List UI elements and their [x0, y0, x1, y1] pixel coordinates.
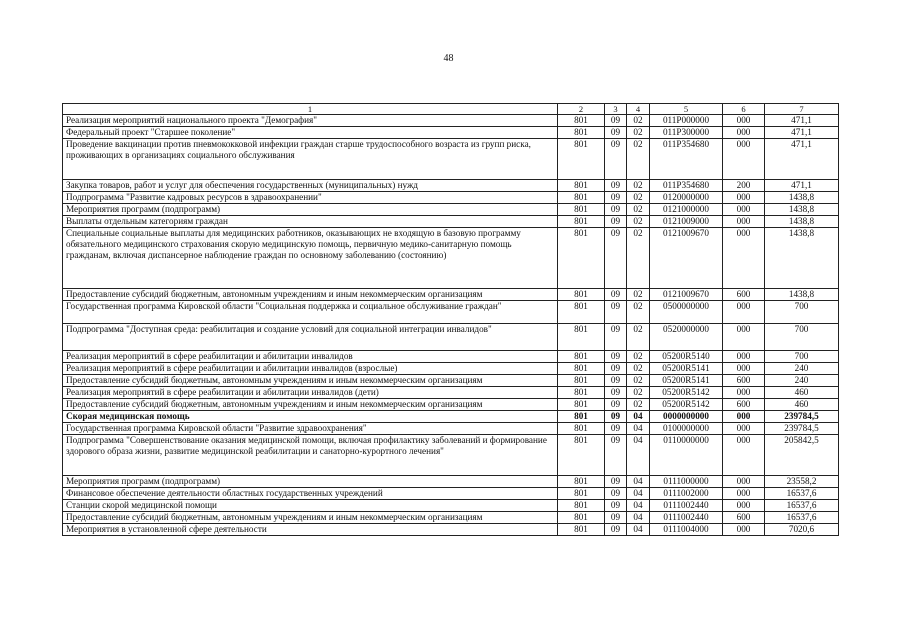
target-article-cell: 0121000000	[650, 204, 723, 216]
target-article-cell: 0121009670	[650, 228, 723, 289]
table-row	[63, 375, 839, 387]
amount-cell: 471,1	[765, 127, 839, 139]
subsection-cell: 02	[627, 127, 650, 139]
table-row	[63, 411, 839, 423]
amount-cell: 23558,2	[765, 476, 839, 488]
expense-type-cell: 000	[723, 115, 765, 127]
code-cell: 801	[558, 387, 605, 399]
table-row	[63, 363, 839, 375]
code-cell: 801	[558, 115, 605, 127]
table-row	[63, 512, 839, 524]
amount-cell: 700	[765, 301, 839, 324]
row-name-cell: Государственная программа Кировской области "Социальная поддержка и социальное обслуживание граждан"	[63, 301, 558, 324]
expense-type-cell: 600	[723, 512, 765, 524]
subsection-cell: 02	[627, 216, 650, 228]
row-name-cell: Мероприятия программ (подпрограмм)	[63, 476, 558, 488]
expense-type-cell: 000	[723, 324, 765, 351]
section-cell: 09	[605, 488, 627, 500]
target-article-cell: 011P300000	[650, 127, 723, 139]
expense-type-cell: 000	[723, 127, 765, 139]
row-name-cell: Предоставление субсидий бюджетным, автономным учреждениям и иным некоммерческим организациям	[63, 375, 558, 387]
amount-cell: 239784,5	[765, 411, 839, 423]
amount-cell: 460	[765, 399, 839, 411]
table-row	[63, 387, 839, 399]
expense-type-cell: 000	[723, 228, 765, 289]
code-cell: 801	[558, 127, 605, 139]
expense-type-cell: 000	[723, 363, 765, 375]
code-cell: 801	[558, 476, 605, 488]
amount-cell: 1438,8	[765, 204, 839, 216]
subsection-cell: 02	[627, 228, 650, 289]
subsection-cell: 02	[627, 180, 650, 192]
table-row	[63, 399, 839, 411]
subsection-cell: 02	[627, 399, 650, 411]
page-number: 48	[443, 53, 454, 64]
table-row	[63, 204, 839, 216]
table-row	[63, 127, 839, 139]
code-cell: 801	[558, 363, 605, 375]
amount-cell: 16537,6	[765, 488, 839, 500]
row-name-cell: Предоставление субсидий бюджетным, автономным учреждениям и иным некоммерческим организациям	[63, 512, 558, 524]
table-body	[63, 115, 839, 536]
column-header: 1	[63, 104, 558, 115]
section-cell: 09	[605, 476, 627, 488]
expense-type-cell: 000	[723, 524, 765, 536]
code-cell: 801	[558, 351, 605, 363]
code-cell: 801	[558, 301, 605, 324]
code-cell: 801	[558, 512, 605, 524]
subsection-cell: 04	[627, 512, 650, 524]
amount-cell: 1438,8	[765, 192, 839, 204]
amount-cell: 1438,8	[765, 216, 839, 228]
code-cell: 801	[558, 375, 605, 387]
subsection-cell: 04	[627, 500, 650, 512]
table-row	[63, 524, 839, 536]
section-cell: 09	[605, 524, 627, 536]
section-cell: 09	[605, 500, 627, 512]
subsection-cell: 04	[627, 524, 650, 536]
column-header: 5	[650, 104, 723, 115]
target-article-cell: 05200R5141	[650, 363, 723, 375]
target-article-cell: 011P000000	[650, 115, 723, 127]
amount-cell: 700	[765, 351, 839, 363]
subsection-cell: 02	[627, 363, 650, 375]
subsection-cell: 02	[627, 139, 650, 180]
expense-type-cell: 000	[723, 387, 765, 399]
amount-cell: 1438,8	[765, 228, 839, 289]
code-cell: 801	[558, 228, 605, 289]
expense-type-cell: 000	[723, 435, 765, 476]
amount-cell: 471,1	[765, 139, 839, 180]
section-cell: 09	[605, 216, 627, 228]
code-cell: 801	[558, 192, 605, 204]
code-cell: 801	[558, 500, 605, 512]
row-name-cell: Реализация мероприятий в сфере реабилитации и абилитации инвалидов (дети)	[63, 387, 558, 399]
amount-cell: 16537,6	[765, 500, 839, 512]
section-cell: 09	[605, 127, 627, 139]
row-name-cell: Подпрограмма "Развитие кадровых ресурсов в здравоохранении"	[63, 192, 558, 204]
code-cell: 801	[558, 204, 605, 216]
table-row	[63, 115, 839, 127]
column-header: 6	[723, 104, 765, 115]
table-row	[63, 180, 839, 192]
row-name-cell: Подпрограмма "Доступная среда: реабилитация и создание условий для социальной интеграции инвалидов"	[63, 324, 558, 351]
row-name-cell: Федеральный проект "Старшее поколение"	[63, 127, 558, 139]
amount-cell: 240	[765, 363, 839, 375]
expense-type-cell: 000	[723, 192, 765, 204]
amount-cell: 16537,6	[765, 512, 839, 524]
code-cell: 801	[558, 139, 605, 180]
target-article-cell: 05200R5142	[650, 387, 723, 399]
row-name-cell: Мероприятия программ (подпрограмм)	[63, 204, 558, 216]
section-cell: 09	[605, 512, 627, 524]
section-cell: 09	[605, 139, 627, 180]
code-cell: 801	[558, 180, 605, 192]
code-cell: 801	[558, 435, 605, 476]
expense-type-cell: 000	[723, 488, 765, 500]
section-cell: 09	[605, 435, 627, 476]
target-article-cell: 05200R5140	[650, 351, 723, 363]
table-row	[63, 192, 839, 204]
code-cell: 801	[558, 399, 605, 411]
subsection-cell: 02	[627, 375, 650, 387]
target-article-cell: 0111002440	[650, 500, 723, 512]
expense-type-cell: 600	[723, 399, 765, 411]
code-cell: 801	[558, 289, 605, 301]
amount-cell: 700	[765, 324, 839, 351]
table-row	[63, 216, 839, 228]
table-row	[63, 351, 839, 363]
row-name-cell: Проведение вакцинации против пневмококковой инфекции граждан старше трудоспособного возраста из групп риска, проживающих в организациях социального обслуживания	[63, 139, 558, 180]
expense-type-cell: 000	[723, 204, 765, 216]
subsection-cell: 04	[627, 411, 650, 423]
table-row	[63, 500, 839, 512]
code-cell: 801	[558, 216, 605, 228]
target-article-cell: 05200R5142	[650, 399, 723, 411]
expense-type-cell: 000	[723, 500, 765, 512]
row-name-cell: Мероприятия в установленной сфере деятельности	[63, 524, 558, 536]
row-name-cell: Выплаты отдельным категориям граждан	[63, 216, 558, 228]
table-header-row	[63, 104, 839, 115]
target-article-cell: 0111000000	[650, 476, 723, 488]
target-article-cell: 0110000000	[650, 435, 723, 476]
expense-type-cell: 000	[723, 351, 765, 363]
subsection-cell: 04	[627, 476, 650, 488]
expense-type-cell: 200	[723, 180, 765, 192]
expense-type-cell: 600	[723, 375, 765, 387]
section-cell: 09	[605, 301, 627, 324]
target-article-cell: 0100000000	[650, 423, 723, 435]
row-name-cell: Финансовое обеспечение деятельности областных государственных учреждений	[63, 488, 558, 500]
section-cell: 09	[605, 115, 627, 127]
section-cell: 09	[605, 289, 627, 301]
target-article-cell: 05200R5141	[650, 375, 723, 387]
subsection-cell: 02	[627, 204, 650, 216]
row-name-cell: Государственная программа Кировской области "Развитие здравоохранения"	[63, 423, 558, 435]
section-cell: 09	[605, 204, 627, 216]
target-article-cell: 0000000000	[650, 411, 723, 423]
section-cell: 09	[605, 228, 627, 289]
row-name-cell: Станции скорой медицинской помощи	[63, 500, 558, 512]
amount-cell: 205842,5	[765, 435, 839, 476]
column-header: 2	[558, 104, 605, 115]
target-article-cell: 0111002000	[650, 488, 723, 500]
amount-cell: 471,1	[765, 115, 839, 127]
target-article-cell: 0111004000	[650, 524, 723, 536]
subsection-cell: 02	[627, 192, 650, 204]
target-article-cell: 0121009670	[650, 289, 723, 301]
section-cell: 09	[605, 387, 627, 399]
column-header: 3	[605, 104, 627, 115]
expense-type-cell: 000	[723, 476, 765, 488]
section-cell: 09	[605, 351, 627, 363]
target-article-cell: 0121009000	[650, 216, 723, 228]
row-name-cell: Специальные социальные выплаты для медицинских работников, оказывающих не входящую в базовую программу обязательного медицинского страхования скорую медицинскую помощь, первичную медико-санитарную помощь гражданам, включая диспансерное наблюдение граждан по основному заболеванию (состоянию)	[63, 228, 558, 289]
row-name-cell: Реализация мероприятий в сфере реабилитации и абилитации инвалидов	[63, 351, 558, 363]
section-cell: 09	[605, 399, 627, 411]
table-row	[63, 228, 839, 289]
column-header: 4	[627, 104, 650, 115]
row-name-cell: Предоставление субсидий бюджетным, автономным учреждениям и иным некоммерческим организациям	[63, 289, 558, 301]
table-row	[63, 289, 839, 301]
row-name-cell: Подпрограмма "Совершенствование оказания медицинской помощи, включая профилактику заболеваний и формирование здорового образа жизни, развитие медицинской реабилитации и санаторно-курортного лечения"	[63, 435, 558, 476]
target-article-cell: 011P354680	[650, 139, 723, 180]
section-cell: 09	[605, 324, 627, 351]
code-cell: 801	[558, 324, 605, 351]
amount-cell: 239784,5	[765, 423, 839, 435]
amount-cell: 460	[765, 387, 839, 399]
row-name-cell: Реализация мероприятий национального проекта "Демография"	[63, 115, 558, 127]
column-header: 7	[765, 104, 839, 115]
target-article-cell: 011P354680	[650, 180, 723, 192]
code-cell: 801	[558, 488, 605, 500]
table-row	[63, 301, 839, 324]
code-cell: 801	[558, 524, 605, 536]
subsection-cell: 02	[627, 115, 650, 127]
amount-cell: 1438,8	[765, 289, 839, 301]
expense-type-cell: 000	[723, 423, 765, 435]
expense-type-cell: 000	[723, 139, 765, 180]
section-cell: 09	[605, 411, 627, 423]
expense-type-cell: 600	[723, 289, 765, 301]
table-row	[63, 488, 839, 500]
target-article-cell: 0520000000	[650, 324, 723, 351]
amount-cell: 7020,6	[765, 524, 839, 536]
row-name-cell: Закупка товаров, работ и услуг для обеспечения государственных (муниципальных) нужд	[63, 180, 558, 192]
budget-table	[62, 103, 839, 536]
amount-cell: 471,1	[765, 180, 839, 192]
target-article-cell: 0120000000	[650, 192, 723, 204]
table-row	[63, 324, 839, 351]
section-cell: 09	[605, 423, 627, 435]
subsection-cell: 04	[627, 488, 650, 500]
table-row	[63, 435, 839, 476]
subsection-cell: 04	[627, 435, 650, 476]
subsection-cell: 02	[627, 351, 650, 363]
subsection-cell: 02	[627, 324, 650, 351]
table-row	[63, 423, 839, 435]
table-row	[63, 139, 839, 180]
row-name-cell: Скорая медицинская помощь	[63, 411, 558, 423]
row-name-cell: Реализация мероприятий в сфере реабилитации и абилитации инвалидов (взрослые)	[63, 363, 558, 375]
subsection-cell: 04	[627, 423, 650, 435]
code-cell: 801	[558, 411, 605, 423]
target-article-cell: 0111002440	[650, 512, 723, 524]
table-row	[63, 476, 839, 488]
section-cell: 09	[605, 192, 627, 204]
section-cell: 09	[605, 363, 627, 375]
code-cell: 801	[558, 423, 605, 435]
expense-type-cell: 000	[723, 301, 765, 324]
expense-type-cell: 000	[723, 411, 765, 423]
expense-type-cell: 000	[723, 216, 765, 228]
section-cell: 09	[605, 180, 627, 192]
target-article-cell: 0500000000	[650, 301, 723, 324]
subsection-cell: 02	[627, 387, 650, 399]
amount-cell: 240	[765, 375, 839, 387]
row-name-cell: Предоставление субсидий бюджетным, автономным учреждениям и иным некоммерческим организациям	[63, 399, 558, 411]
subsection-cell: 02	[627, 301, 650, 324]
subsection-cell: 02	[627, 289, 650, 301]
section-cell: 09	[605, 375, 627, 387]
